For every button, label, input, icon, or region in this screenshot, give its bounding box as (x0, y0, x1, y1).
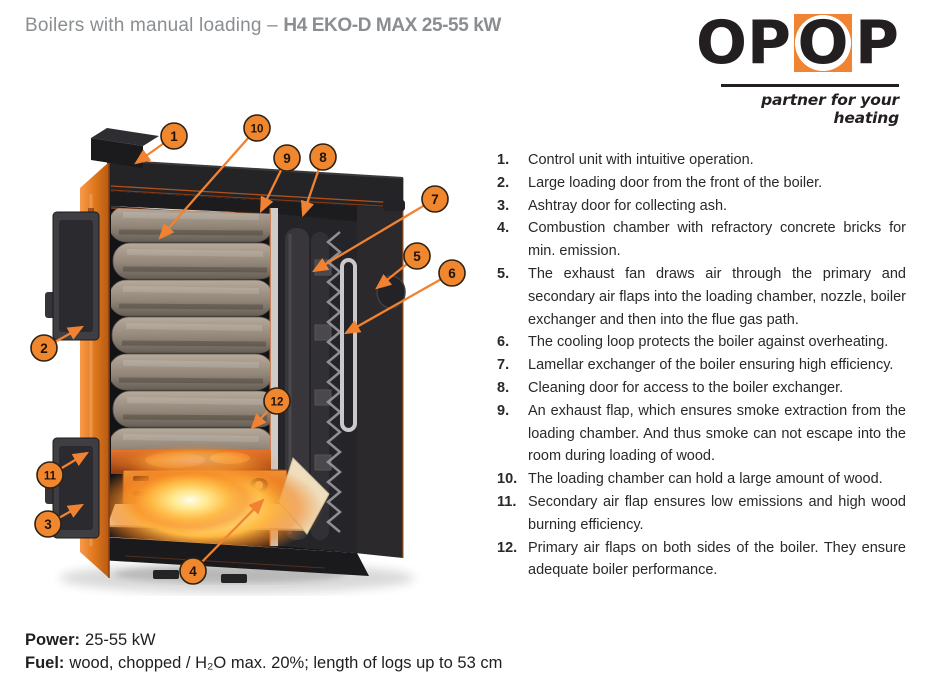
boiler-diagram (25, 110, 485, 615)
logo-letter-o2: O (797, 8, 849, 78)
svg-text:1: 1 (170, 129, 178, 144)
boiler-art (45, 128, 405, 583)
feature-text: The loading chamber can hold a large amount of wood. (528, 471, 883, 488)
callout-1 (161, 123, 187, 149)
specs (25, 629, 502, 675)
svg-text:7: 7 (431, 192, 439, 207)
logo-tagline: partner for your heating (721, 84, 899, 127)
svg-text:10: 10 (250, 123, 264, 136)
svg-text:9: 9 (283, 151, 291, 166)
callout-2 (31, 335, 57, 361)
feature-number: 11. (497, 493, 517, 510)
feature-number: 9. (497, 402, 510, 419)
feature-text: Cleaning door for access to the boiler exchanger. (528, 379, 844, 396)
callout-11 (37, 462, 63, 488)
feature-number: 4. (497, 220, 510, 237)
power-label: Power: (25, 631, 81, 649)
boiler-illustration (25, 110, 485, 615)
callout-12 (264, 388, 290, 414)
feature-text: Primary air flaps on both sides of the boiler. They ensure adequate boiler performance. (528, 539, 906, 579)
feature-text: Large loading door from the front of the boiler. (528, 174, 823, 191)
feature-number: 3. (497, 197, 510, 214)
feature-text: An exhaust flap, which ensures smoke extraction from the loading chamber. And thus smoke can not escape into the room during loading of wood. (528, 402, 906, 465)
feature-number: 12. (497, 539, 518, 556)
feature-text: Ashtray door for collecting ash. (528, 197, 728, 214)
feature-text: Secondary air flap ensures low emissions and high wood burning efficiency. (528, 493, 906, 533)
title-text: Boilers with manual loading – (25, 15, 284, 36)
fuel-value: wood, chopped / H₂O max. 20%; length of logs up to 53 cm (69, 654, 503, 672)
feature-text: Combustion chamber with refractory concrete bricks for min. emission. (528, 220, 906, 260)
page-title (25, 15, 501, 37)
callout-10 (244, 115, 270, 141)
feature-number: 6. (497, 334, 510, 351)
svg-text:2: 2 (40, 341, 48, 356)
power-value: 25-55 kW (85, 631, 156, 649)
feature-item (497, 195, 906, 218)
feature-item (497, 377, 906, 400)
feature-number: 10. (497, 471, 518, 488)
feature-item (497, 354, 906, 377)
feature-item (497, 537, 906, 583)
svg-text:4: 4 (189, 564, 197, 579)
callout-7 (422, 186, 448, 212)
feature-item (497, 468, 906, 491)
feature-number: 2. (497, 174, 510, 191)
svg-text:11: 11 (43, 470, 57, 483)
svg-text:8: 8 (319, 150, 327, 165)
feature-item (497, 331, 906, 354)
logo-letter-p1: P (747, 8, 792, 78)
svg-text:3: 3 (44, 517, 52, 532)
callout-3 (35, 511, 61, 537)
opop-logo (696, 8, 899, 127)
callout-8 (310, 144, 336, 170)
logo-letter-o1: O (696, 8, 748, 78)
feature-list (497, 149, 906, 582)
title-model: H4 EKO-D MAX 25-55 kW (283, 15, 501, 36)
feature-number: 1. (497, 152, 510, 168)
feature-item (497, 263, 906, 331)
fuel-row (25, 652, 502, 675)
feature-item (497, 400, 906, 468)
feature-item (497, 217, 906, 263)
svg-text:5: 5 (413, 249, 421, 264)
feature-item (497, 149, 906, 172)
fuel-label: Fuel: (25, 654, 65, 672)
feature-number: 8. (497, 379, 510, 396)
rear-stub (383, 200, 405, 211)
feature-text: The cooling loop protects the boiler against overheating. (528, 334, 889, 351)
log-stack (109, 206, 277, 464)
feature-number: 7. (497, 357, 510, 374)
power-row (25, 629, 502, 652)
svg-text:12: 12 (270, 396, 284, 409)
feature-item (497, 172, 906, 195)
loading-door (45, 212, 99, 340)
feature-item (497, 491, 906, 537)
logo-letter-p2: P (855, 8, 899, 78)
feature-text: Lamellar exchanger of the boiler ensuring high efficiency. (528, 357, 894, 374)
callout-9 (274, 145, 300, 171)
feature-number: 5. (497, 265, 510, 282)
logo-wordmark (696, 8, 899, 78)
feature-text: Control unit with intuitive operation. (528, 152, 754, 168)
callout-4 (180, 558, 206, 584)
callout-5 (404, 243, 430, 269)
logo-orange-square (794, 8, 852, 78)
callout-6 (439, 260, 465, 286)
svg-text:6: 6 (448, 266, 456, 281)
feature-text: The exhaust fan draws air through the primary and secondary air flaps into the loading chamber, nozzle, boiler exchanger and then into the flue gas path. (528, 265, 906, 328)
